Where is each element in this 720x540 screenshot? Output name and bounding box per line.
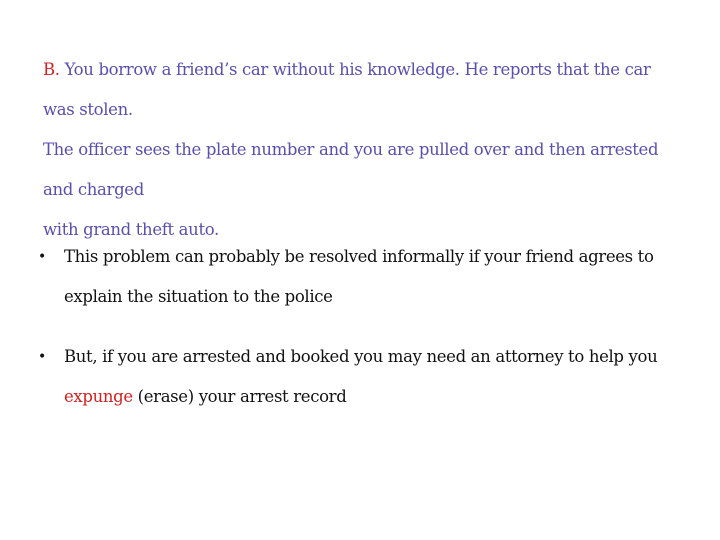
bullet-text-after: (erase) your arrest record bbox=[132, 387, 347, 406]
scenario-text-line-2: The officer sees the plate number and you are pulled over and then arrested and charged bbox=[43, 140, 659, 199]
scenario-text-line-3: with grand theft auto. bbox=[43, 220, 219, 239]
scenario-paragraph bbox=[43, 50, 683, 250]
bullet-dot-icon: • bbox=[38, 249, 46, 265]
bullet-item-resolve-informally bbox=[38, 237, 678, 317]
bullet-list bbox=[38, 237, 678, 437]
expunge-highlight: expunge bbox=[64, 387, 133, 406]
scenario-label: B. bbox=[43, 60, 60, 79]
bullet-text-before: But, if you are arrested and booked you may need an attorney to help you bbox=[64, 347, 658, 366]
bullet-text: This problem can probably be resolved informally if your friend agrees to explain the situation to the police bbox=[64, 247, 654, 306]
bullet-item-attorney-expunge bbox=[38, 337, 678, 417]
scenario-text-line-1: You borrow a friend’s car without his knowledge. He reports that the car was stolen. bbox=[43, 60, 651, 119]
bullet-dot-icon: • bbox=[38, 349, 46, 365]
